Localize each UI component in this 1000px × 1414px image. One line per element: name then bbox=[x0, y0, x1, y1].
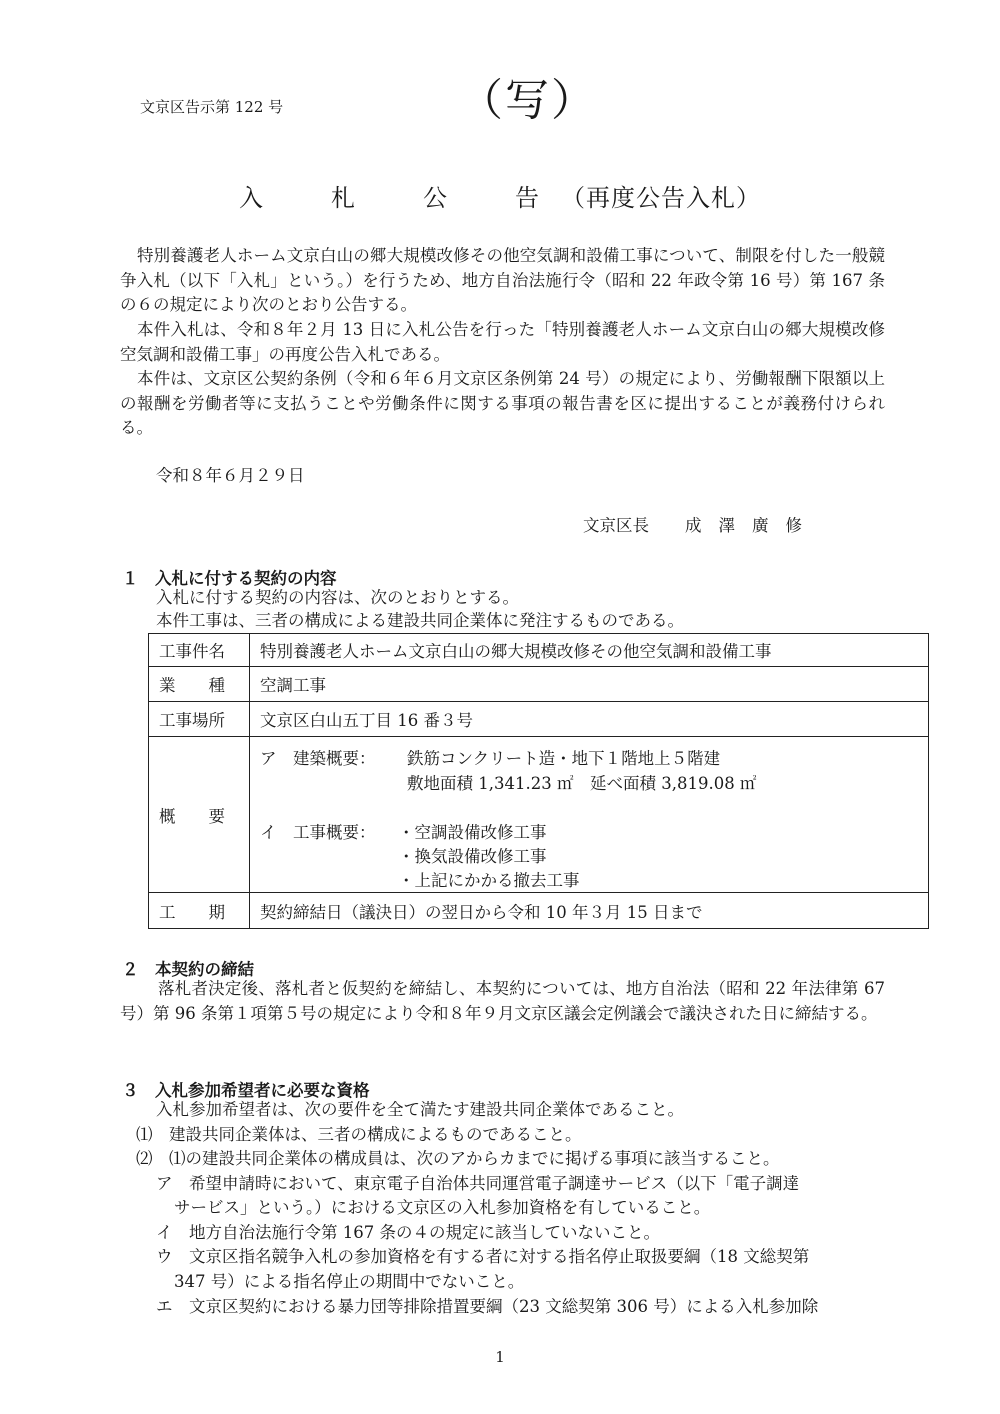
section-1-line-1: 入札に付する契約の内容は、次のとおりとする。 bbox=[156, 588, 519, 607]
page-title bbox=[0, 178, 1000, 213]
table-row bbox=[149, 667, 929, 702]
requirement-u-line-1: ウ 文京区指名競争入札の参加資格を有する者に対する指名停止取扱要綱（18 文総契第 bbox=[156, 1247, 810, 1266]
overview-a-label: ア 建築概要： bbox=[260, 748, 376, 768]
table-label-period: 工 期 bbox=[149, 893, 250, 929]
title-sub: （再度公告入札） bbox=[561, 184, 761, 212]
table-label-name: 工事件名 bbox=[149, 634, 250, 667]
intro-paragraph-2: 本件入札は、令和８年２月 13 日に入札公告を行った「特別養護老人ホーム文京白山の郷大規模改修空気調和設備工事」の再度公告入札である。 bbox=[120, 320, 885, 364]
copy-stamp: （写） bbox=[459, 75, 597, 126]
overview-b-item-1: ・空調設備改修工事 bbox=[398, 822, 547, 842]
table-value-name: 特別養護老人ホーム文京白山の郷大規模改修その他空気調和設備工事 bbox=[250, 634, 929, 667]
section-3-item-1: ⑴ 建設共同企業体は、三者の構成によるものであること。 bbox=[136, 1125, 582, 1144]
signer bbox=[583, 512, 819, 536]
table-row bbox=[149, 702, 929, 737]
section-2-text: 落札者決定後、落札者と仮契約を締結し、本契約については、地方自治法（昭和 22 年法律第 67 号）第 96 条第１項第５号の規定により令和８年９月文京区議会定例議会で議決された日に締結する。 bbox=[120, 979, 885, 1023]
table-label-overview: 概 要 bbox=[149, 737, 250, 893]
section-3-heading: ３ 入札参加希望者に必要な資格 bbox=[122, 1081, 370, 1100]
table-value-type: 空調工事 bbox=[250, 667, 929, 702]
requirement-i: イ 地方自治法施行令第 167 条の４の規定に該当していないこと。 bbox=[156, 1223, 660, 1242]
section-2-heading: ２ 本契約の締結 bbox=[122, 960, 254, 979]
requirement-a-line-2: サービス」という。）における文京区の入札参加資格を有していること。 bbox=[174, 1198, 711, 1217]
overview-a-line-1: 鉄筋コンクリート造・地下１階地上５階建 bbox=[407, 748, 721, 768]
page-number: 1 bbox=[495, 1348, 505, 1366]
table-label-type: 業 種 bbox=[149, 667, 250, 702]
table-label-place: 工事場所 bbox=[149, 702, 250, 737]
requirement-a-line-1: ア 希望申請時において、東京電子自治体共同運営電子調達サービス（以下「電子調達 bbox=[156, 1174, 800, 1193]
intro-paragraph-3: 本件は、文京区公契約条例（令和６年６月文京区条例第 24 号）の規定により、労働報酬下限額以上の報酬を労働者等に支払うことや労働条件に関する事項の報告書を区に提出することが義務付けられる。 bbox=[120, 369, 885, 437]
signer-name: 成澤廣修 bbox=[685, 516, 819, 535]
notice-date: 令和８年６月２９日 bbox=[156, 466, 305, 485]
section-1-heading: １ 入札に付する契約の内容 bbox=[122, 569, 337, 588]
notice-number: 文京区告示第 122 号 bbox=[140, 98, 284, 116]
overview-b-item-2: ・換気設備改修工事 bbox=[398, 846, 547, 866]
table-row bbox=[149, 893, 929, 929]
signer-title: 文京区長 bbox=[583, 516, 649, 535]
overview-b-label: イ 工事概要： bbox=[260, 822, 376, 842]
table-row bbox=[149, 737, 929, 893]
table-value-overview bbox=[250, 737, 929, 893]
overview-b-item-3: ・上記にかかる撤去工事 bbox=[398, 870, 580, 890]
table-value-place: 文京区白山五丁目 16 番３号 bbox=[250, 702, 929, 737]
section-3-intro: 入札参加希望者は、次の要件を全て満たす建設共同企業体であること。 bbox=[156, 1100, 684, 1119]
requirement-e-line-1: エ 文京区契約における暴力団等排除措置要綱（23 文総契第 306 号）による入札参加除 bbox=[156, 1297, 819, 1316]
section-1-line-2: 本件工事は、三者の構成による建設共同企業体に発注するものである。 bbox=[156, 611, 684, 630]
intro-paragraph-1: 特別養護老人ホーム文京白山の郷大規模改修その他空気調和設備工事について、制限を付した一般競争入札（以下「入札」という。）を行うため、地方自治法施行令（昭和 22 年政令第 16 号）第 167 条の６の規定により次のとおり公告する。 bbox=[120, 246, 885, 314]
overview-a-line-2: 敷地面積 1,341.23 ㎡ 延べ面積 3,819.08 ㎡ bbox=[407, 773, 757, 793]
table-row bbox=[149, 634, 929, 667]
contract-table bbox=[148, 633, 929, 929]
table-value-period: 契約締結日（議決日）の翌日から令和 10 年３月 15 日まで bbox=[250, 893, 929, 929]
title-main: 入 札 公 告 bbox=[239, 184, 561, 212]
section-3-item-2: ⑵ ⑴の建設共同企業体の構成員は、次のアからカまでに掲げる事項に該当すること。 bbox=[136, 1149, 780, 1168]
requirement-u-line-2: 347 号）による指名停止の期間中でないこと。 bbox=[174, 1272, 525, 1291]
